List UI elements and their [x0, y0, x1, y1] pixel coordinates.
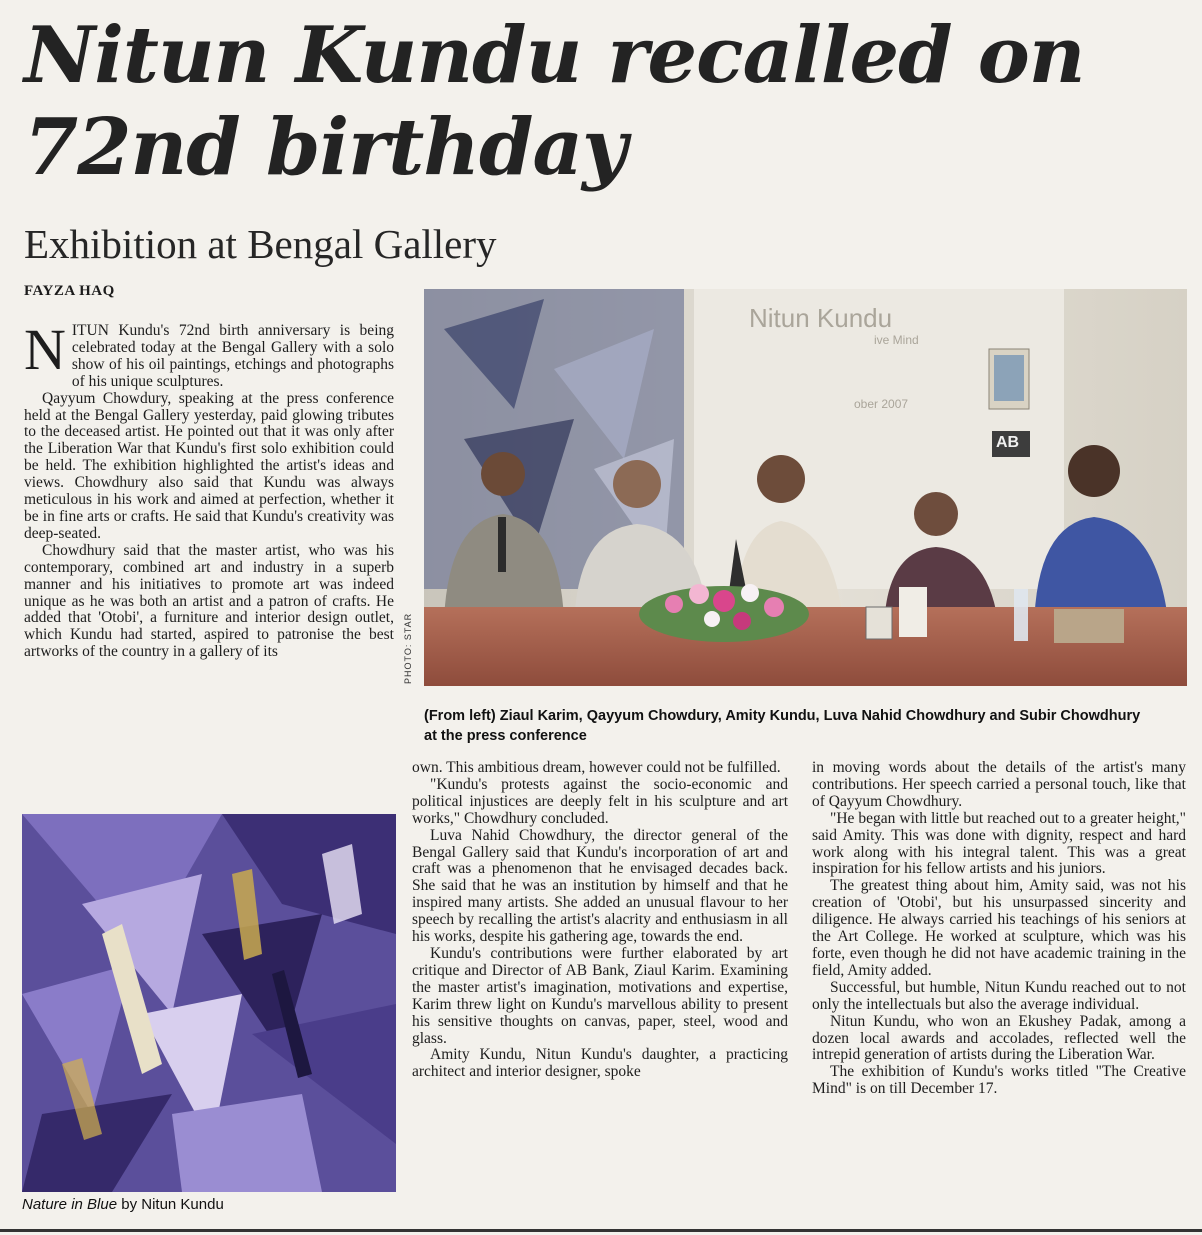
body-column-3: [812, 760, 1186, 1220]
body-paragraph: NITUN Kundu's 72nd birth anniversary is being celebrated today at the Bengal Gallery with a solo show of his oil paintings, etchings and photographs of his unique sculptures.: [24, 317, 394, 390]
subheadline: Exhibition at Bengal Gallery: [24, 221, 497, 267]
bottom-rule: [0, 1229, 1202, 1232]
body-paragraph: in moving words about the details of the artist's many contributions. Her speech carried a personal touch, like that of Qayyum Chowdhury.: [812, 759, 1186, 810]
body-paragraph: own. This ambitious dream, however could not be fulfilled.: [412, 759, 781, 776]
body-paragraph: Luva Nahid Chowdhury, the director general of the Bengal Gallery said that Kundu's incorporation of art and craft was a phenomenon that he envisaged decades back. She said that he was an institution by himself and that he inspired many artists. She added an unusual flavour to her speech by recalling the artist's alacrity and enthusiasm in all his works, despite his gathering age, towards the end.: [412, 826, 788, 946]
body-paragraph: Nitun Kundu, who won an Ekushey Padak, among a dozen local awards and accolades, reflected well the intrepid generation of artists during the Liberation War.: [812, 1012, 1186, 1064]
painting-graphic: [22, 814, 396, 1192]
painting-image: [22, 814, 396, 1192]
body-paragraph: Chowdhury said that the master artist, who was his contemporary, combined art and industry in a superb manner and his initiatives to promote art was indeed unique as he was both an artist and a patron of crafts. He added that 'Otobi', a furniture and interior design outlet, which Kundu had started, aspired to patronise the best artworks of the country in a gallery of its: [24, 541, 394, 661]
sponsor-badge: AB: [996, 434, 1020, 451]
body-paragraph: Qayyum Chowdury, speaking at the press conference held at the Bengal Gallery yesterday, paid glowing tributes to the deceased artist. He pointed out that it was only after the Liberation War that Kundu's first solo exhibition could be held. The exhibition highlighted the artist's ideas and views. Chowdhury also said that Kundu was always meticulous in his work and aimed at perfection, whether it be in fine arts or crafts. He said that Kundu's creativity was deep-seated.: [24, 389, 394, 542]
body-paragraph: "Kundu's protests against the socio-economic and political injustices are deeply felt in his sculpture and art works," Chowdhury concluded.: [412, 775, 788, 827]
banner-dates: ober 2007: [854, 397, 909, 411]
body-paragraph: The exhibition of Kundu's works titled "The Creative Mind" is on till December 17.: [812, 1063, 1186, 1098]
painting-caption-rest: by Nitun Kundu: [117, 1196, 224, 1213]
body-paragraph: The greatest thing about him, Amity said, was not his creation of 'Otobi', but his unsurpassed sincerity and diligence. He always carried his teachings of his seniors at the Art College. He worked at sculpture, which was his forte, even though he did not have academic training in the field, Amity added.: [812, 877, 1186, 979]
body-paragraph: Amity Kundu, Nitun Kundu's daughter, a practicing architect and interior designer, spoke: [412, 1046, 788, 1081]
press-conference-photo: [424, 289, 1187, 686]
body-column-1: [24, 317, 394, 785]
photo-caption-line-2: at the press conference: [424, 728, 587, 744]
photo-credit: PHOTO: STAR: [403, 612, 413, 684]
banner-title: Nitun Kundu: [749, 303, 893, 333]
body-paragraph: Successful, but humble, Nitun Kundu reached out to not only the intellectuals but also the average individual.: [812, 978, 1186, 1013]
body-paragraph: "He began with little but reached out to a greater height," said Amity. This was done with dignity, respect and hard work along with his integral talent. This was a great inspiration for his fellow artists and his juniors.: [812, 809, 1186, 878]
painting-caption: [22, 1196, 224, 1213]
headline-line-1: Nitun Kundu recalled on: [24, 10, 1085, 101]
body-column-2: [412, 760, 788, 1220]
press-conference-photo-graphic: [424, 289, 1187, 686]
photo-caption-line-1: (From left) Ziaul Karim, Qayyum Chowdury, Amity Kundu, Luva Nahid Chowdhury and Subir Chowdhury: [424, 708, 1141, 724]
painting-caption-title: Nature in Blue: [22, 1196, 118, 1213]
body-paragraph: Kundu's contributions were further elaborated by art critique and Director of AB Bank, Ziaul Karim. Examining the master artist's imagination, motivations and expertise, Karim threw light on Kundu's marvellous ability to present his sensitive thoughts on canvas, paper, steel, wood and glass.: [412, 944, 788, 1047]
byline: FAYZA HAQ: [24, 283, 115, 299]
dropcap: N: [24, 317, 66, 382]
headline-line-2: 72nd birthday: [24, 102, 627, 193]
photo-caption: [424, 706, 1194, 746]
banner-subtitle: ive Mind: [874, 333, 919, 347]
headline: [24, 10, 1174, 194]
